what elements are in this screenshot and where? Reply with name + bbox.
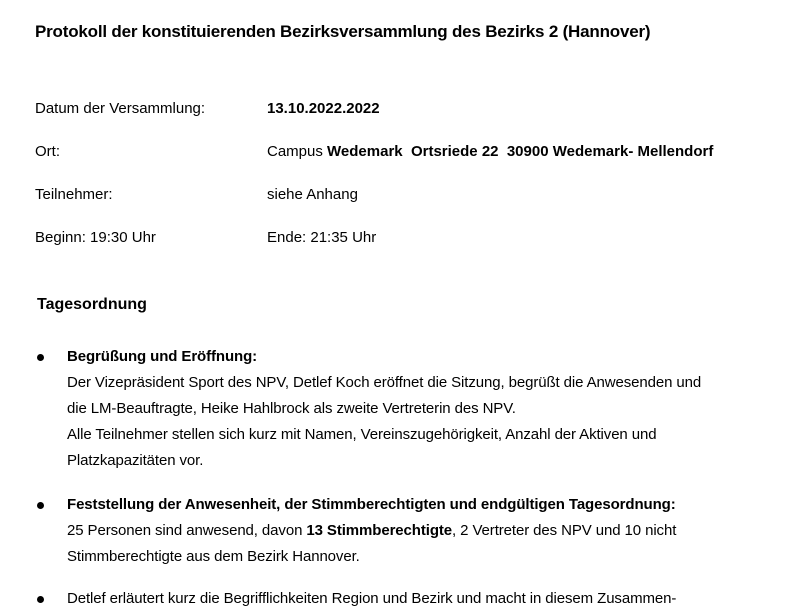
agenda-item-body [67,344,771,474]
agenda-item-terms [35,586,771,612]
meta-row-date [35,99,771,142]
agenda-item-text-line: Alle Teilnehmer stellen sich kurz mit Namen, Vereinszugehörigkeit, Anzahl der Aktiven und [67,426,657,443]
date-label: Datum der Versammlung: [35,100,206,117]
bullet-icon [35,344,67,474]
document-title: Protokoll der konstituierenden Bezirksversammlung des Bezirks 2 (Hannover) [35,22,651,41]
agenda-item-body [67,492,771,570]
meta-row-times [35,228,771,271]
location-prefix-text: Campus [267,143,328,160]
location-address-text: Wedemark Ortsriede 22 30900 Wedemark- Mellendorf [327,143,714,160]
attendance-count-bold: 13 Stimmberechtigte [306,522,453,539]
meta-row-location [35,142,771,185]
participants-value: siehe Anhang [267,186,358,203]
bullet-icon [35,492,67,570]
agenda-item-text-line: die LM-Beauftragte, Heike Hahlbrock als zweite Vertreterin des NPV. [67,400,516,417]
location-label: Ort: [35,143,60,160]
agenda-list [35,344,771,612]
participants-label: Teilnehmer: [35,186,113,203]
date-value [267,99,771,118]
bullet-icon [35,586,67,612]
agenda-item-text-line: Detlef erläutert kurz die Begrifflichkeiten Region und Bezirk und macht in diesem Zusammen- [67,590,677,607]
end-time-label: Ende: 21:35 Uhr [267,229,377,246]
meta-row-participants [35,185,771,228]
agenda-heading: Tagesordnung [37,296,147,313]
attendance-text-normal: 25 Personen sind anwesend, davon [67,522,307,539]
agenda-item-text-line [67,518,771,544]
agenda-item-attendance [35,492,771,570]
begin-time-label: Beginn: 19:30 Uhr [35,229,156,246]
date-value-text: 13.10.2022.2022 [267,100,380,117]
agenda-item-text-line: Stimmberechtigte aus dem Bezirk Hannover. [67,548,360,565]
agenda-item-title: Feststellung der Anwesenheit, der Stimmberechtigten und endgültigen Tagesordnung: [67,496,676,513]
location-value [267,142,771,161]
attendance-text-rest: , 2 Vertreter des NPV und 10 nicht [452,522,677,539]
agenda-item-text-line: Der Vizepräsident Sport des NPV, Detlef Koch eröffnet die Sitzung, begrüßt die Anwesenden und [67,374,702,391]
agenda-item-opening [35,344,771,474]
agenda-item-body [67,586,771,612]
agenda-item-title: Begrüßung und Eröffnung: [67,348,258,365]
agenda-item-text-line: Platzkapazitäten vor. [67,452,204,469]
meta-section [35,99,771,271]
